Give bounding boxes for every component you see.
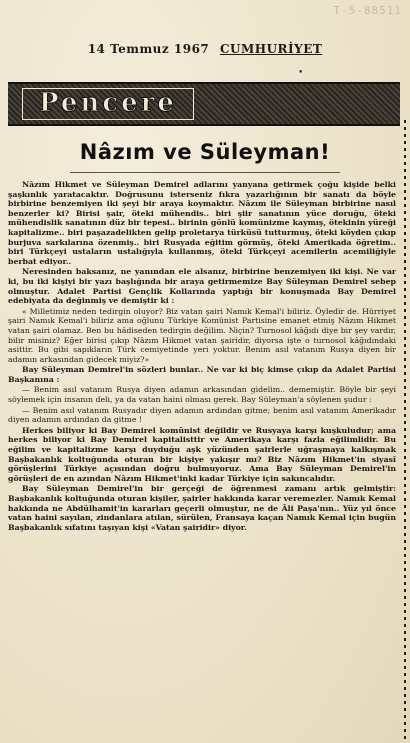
dateline: [0, 42, 410, 56]
column-masthead: [8, 82, 400, 126]
article-paragraph: — Benim asıl vatanım Rusyadır diyen adamın ardından gitme; benim asıl vatanım Amerikadır diyen adamın ardından da gitme !: [8, 405, 396, 425]
column-name: Pencere: [39, 88, 177, 118]
dotted-column-rule: [404, 120, 406, 739]
article-paragraph: Neresinden baksanız, ne yanından ele alsanız, birbirine benzemiyen iki kişi. Ne var ki, bu iki kişiyi bir yazı başlığında bir araya getirmemize Bay Süleyman Demirel sebep olmuştur. Adalet Partisi Gençlik Kollarında yaptığı bir konuşmada Bay Demirel edebiyata da değinmiş ve demiştir ki :: [8, 267, 396, 306]
article-paragraph: Bay Süleyman Demirel'in bir gerçeği de öğrenmesi zamanı artık gelmiştir: Başbakanlık koltuğunda oturan kişiler, şairler hakkında karar veremezler. Namık Kemal hakkında ne Abdülhamit'in kararları geçerli olmuştur, ne de Âli Paşa'nın.. Yüz yıl önce vatan haini sayılan, zindanlara atılan, sürülen, Fransaya kaçan Namık Kemal için bugün Başbakanlık sıfatını taşıyan kişi «Vatan şairidir» diyor.: [8, 484, 396, 532]
dot-ornament: •: [298, 68, 304, 78]
article-paragraph: Nâzım Hikmet ve Süleyman Demirel adlarını yanyana getirmek çoğu kişide belki şaşkınlık yaratacaktır. Doğrusunu isterseniz fıkra yazarlığının bir sanatı da böyle birbirine benzemiyen iki şeyi bir araya koymaktır. Nâzım ile Süleyman birbirine nasıl benzerler ki? Birisi şair, öteki mühendis.. biri şiir sanatının yüce doruğu, öteki mühendislik sanatının düz bir tepesi.. birinin gönlü komünizme kaymış, ötekinin yüreği kapitalizme.. biri paşazadelikten gelip proletarya türküsü tutturmuş, öteki köyden çıkıp burjuva sarkılarına özenmiş.. biri Rusyada eğitim görmüş, öteki Amerikada öğretim.. biri Türkçeyi ustaların ustalığıyla kullanmış, öteki Türkçeyi acemilerin acemiliğiyle berbat ediyor..: [8, 180, 396, 266]
article-paragraph: — Benim asıl vatanım Rusya diyen adamın arkasından gidelim.. dememiştir. Böyle bir şeyi söylemek için insanın deli, ya da vatan haini olması gerek. Bay Süleyman'a söylenen şudur :: [8, 385, 396, 405]
article-paragraph: Herkes biliyor ki Bay Demirel komünist değildir ve Rusyaya karşı kuşkuludur; ama herkes biliyor ki Bay Demirel kapitalisttir ve Amerikaya karşı fazla eğilimlidir. Bu eğilim ve kapitalizme karşı duyduğu aşk yüzünden şairlerle uğraşmaya kalkışmak Başbakanlık koltuğunda oturan bir kişiye yakışır mı? Biz Nâzım Hikmet'in siyasî görüşlerini Türkiye açısından doğru bulmuyoruz. Ama Bay Süleyman Demirel'in görüşleri de en azından Nâzım Hikmet'inki kadar Türkiye için sakıncalıdır.: [8, 425, 396, 483]
issue-date: 14 Temmuz 1967: [87, 42, 210, 56]
headline: Nâzım ve Süleyman!: [79, 140, 331, 164]
article-paragraph: Bay Süleyman Demirel'in sözleri bunlar.. Ne var ki biç kimse çıkıp da Adalet Partisi Başkanına :: [8, 365, 396, 384]
article-paragraph: « Milletimiz neden tedirgin oluyor? Biz vatan şairi Namık Kemal'i biliriz. Öyledir de. Hürriyet şairi Namık Kemal'i biliriz ama oğlunu Türkiye Komünist Partisine emanet etmiş Nâzım Hikmet vatan şairi olamaz. Ben bu hâdiseden tedirgin değilim. Niçin? Turnosol kâğıdı diye bir şey vardır, bilir misiniz? Eğer birisi çıkıp Nâzım Hikmet vatan şairidir, diyorsa işte o turnosol kâğıdındaki asittir. Bu gibi sapıkların Türk cemiyetinde yeri yoktur. Benim asıl vatanım Rusya diyen bir adamın arkasından gidecek miyiz?»: [8, 306, 396, 364]
newspaper-name: CUMHURİYET: [219, 42, 323, 56]
archive-stamp: T-5-88511: [333, 4, 402, 17]
headline-rule: [70, 172, 340, 173]
article-body: [8, 180, 396, 533]
